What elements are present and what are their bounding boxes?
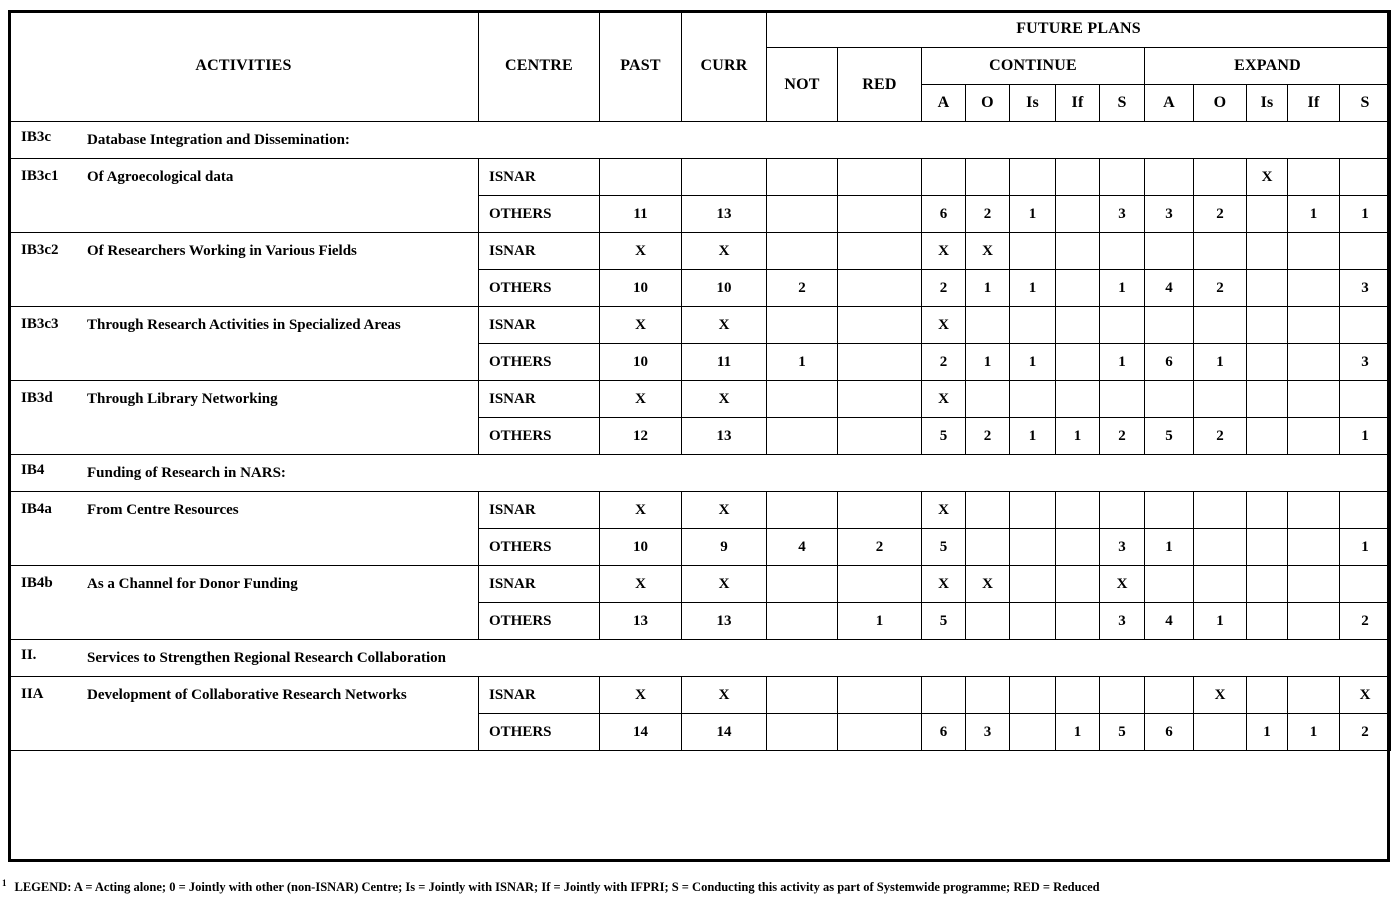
value-cell: 1 xyxy=(1340,196,1391,233)
centre-cell: ISNAR xyxy=(479,159,600,196)
table-row xyxy=(9,381,1391,418)
value-cell xyxy=(1340,492,1391,529)
value-cell xyxy=(1100,381,1145,418)
value-cell: 2 xyxy=(1340,714,1391,751)
activity-title: As a Channel for Donor Funding xyxy=(87,576,298,592)
value-cell: 2 xyxy=(767,270,838,307)
activity-code: IB4b xyxy=(21,575,53,591)
activity-title: Development of Collaborative Research Networks xyxy=(87,687,407,703)
value-cell xyxy=(1056,529,1100,566)
value-cell xyxy=(1145,307,1194,344)
value-cell xyxy=(1247,196,1288,233)
value-cell xyxy=(1056,492,1100,529)
value-cell xyxy=(767,492,838,529)
value-cell xyxy=(1010,566,1056,603)
value-cell: 5 xyxy=(1145,418,1194,455)
value-cell: X xyxy=(600,233,682,270)
section-heading xyxy=(9,640,1391,677)
header-expand-o: O xyxy=(1194,85,1247,122)
activity-cell xyxy=(9,307,479,381)
value-cell xyxy=(767,714,838,751)
value-cell xyxy=(966,159,1010,196)
value-cell xyxy=(966,529,1010,566)
section-heading xyxy=(9,455,1391,492)
value-cell xyxy=(1247,603,1288,640)
activity-cell xyxy=(9,159,479,233)
value-cell xyxy=(1056,233,1100,270)
value-cell xyxy=(838,196,922,233)
value-cell: 13 xyxy=(682,603,767,640)
value-cell xyxy=(1288,270,1340,307)
value-cell xyxy=(1010,307,1056,344)
value-cell xyxy=(767,566,838,603)
centre-cell: ISNAR xyxy=(479,307,600,344)
value-cell xyxy=(1056,603,1100,640)
section-row xyxy=(9,640,1391,677)
value-cell: X xyxy=(922,307,966,344)
value-cell xyxy=(1145,233,1194,270)
table-row xyxy=(9,233,1391,270)
value-cell: 2 xyxy=(1194,270,1247,307)
value-cell xyxy=(1100,233,1145,270)
legend-text: LEGEND: A = Acting alone; 0 = Jointly with other (non-ISNAR) Centre; Is = Jointly with ISNAR; If = Jointly with IFPRI; S = Conducting this activity as part of Systemwide programme; RED = Reduced xyxy=(14,880,1100,895)
value-cell xyxy=(600,159,682,196)
value-cell: 1 xyxy=(1010,344,1056,381)
value-cell xyxy=(1194,529,1247,566)
value-cell: X xyxy=(600,381,682,418)
value-cell xyxy=(838,714,922,751)
value-cell: X xyxy=(966,233,1010,270)
header-expand-is: Is xyxy=(1247,85,1288,122)
value-cell: 1 xyxy=(1100,344,1145,381)
value-cell: 1 xyxy=(1194,603,1247,640)
activity-title: Through Research Activities in Specialized Areas xyxy=(87,317,401,333)
value-cell xyxy=(966,677,1010,714)
value-cell xyxy=(1194,159,1247,196)
value-cell xyxy=(838,344,922,381)
value-cell: 1 xyxy=(1100,270,1145,307)
value-cell xyxy=(1010,714,1056,751)
value-cell: X xyxy=(1194,677,1247,714)
value-cell xyxy=(1100,677,1145,714)
value-cell: X xyxy=(922,492,966,529)
centre-cell: ISNAR xyxy=(479,566,600,603)
value-cell: 14 xyxy=(682,714,767,751)
value-cell: 6 xyxy=(1145,344,1194,381)
value-cell: X xyxy=(1247,159,1288,196)
value-cell xyxy=(1247,418,1288,455)
value-cell xyxy=(838,492,922,529)
centre-cell: OTHERS xyxy=(479,196,600,233)
value-cell xyxy=(1100,159,1145,196)
header-expand-s: S xyxy=(1340,85,1391,122)
value-cell: 1 xyxy=(1194,344,1247,381)
centre-cell: OTHERS xyxy=(479,529,600,566)
section-row xyxy=(9,122,1391,159)
value-cell xyxy=(1056,677,1100,714)
value-cell: 3 xyxy=(1340,270,1391,307)
value-cell: 6 xyxy=(922,714,966,751)
value-cell xyxy=(682,159,767,196)
value-cell: 2 xyxy=(966,196,1010,233)
value-cell xyxy=(1010,677,1056,714)
value-cell xyxy=(966,307,1010,344)
table-row xyxy=(9,566,1391,603)
value-cell xyxy=(1010,233,1056,270)
section-code: IB4 xyxy=(21,462,45,478)
value-cell: 4 xyxy=(1145,270,1194,307)
value-cell: 2 xyxy=(1194,196,1247,233)
value-cell xyxy=(1056,159,1100,196)
value-cell xyxy=(922,677,966,714)
value-cell xyxy=(1288,492,1340,529)
value-cell xyxy=(767,233,838,270)
value-cell: 1 xyxy=(1056,418,1100,455)
value-cell xyxy=(1145,159,1194,196)
value-cell: X xyxy=(922,566,966,603)
table-row xyxy=(9,307,1391,344)
value-cell xyxy=(966,603,1010,640)
centre-cell: ISNAR xyxy=(479,381,600,418)
centre-cell: ISNAR xyxy=(479,677,600,714)
centre-cell: OTHERS xyxy=(479,603,600,640)
section-code: II. xyxy=(21,647,37,663)
value-cell: 5 xyxy=(1100,714,1145,751)
centre-cell: ISNAR xyxy=(479,492,600,529)
legend xyxy=(2,874,1398,897)
value-cell: 2 xyxy=(922,344,966,381)
value-cell: 1 xyxy=(1340,529,1391,566)
value-cell xyxy=(838,159,922,196)
value-cell xyxy=(1010,381,1056,418)
value-cell: 1 xyxy=(767,344,838,381)
value-cell: 1 xyxy=(1010,418,1056,455)
value-cell: 10 xyxy=(600,344,682,381)
value-cell xyxy=(838,677,922,714)
value-cell xyxy=(1056,196,1100,233)
value-cell xyxy=(1145,677,1194,714)
value-cell xyxy=(767,159,838,196)
header-not: NOT xyxy=(767,48,838,122)
value-cell: 1 xyxy=(1010,196,1056,233)
value-cell: 2 xyxy=(838,529,922,566)
value-cell xyxy=(1288,159,1340,196)
value-cell: 3 xyxy=(1145,196,1194,233)
value-cell: 2 xyxy=(1194,418,1247,455)
header-expand: EXPAND xyxy=(1145,48,1391,85)
activity-cell xyxy=(9,677,479,751)
value-cell: 3 xyxy=(1100,603,1145,640)
value-cell xyxy=(1056,344,1100,381)
header-red: RED xyxy=(838,48,922,122)
value-cell: 1 xyxy=(1010,270,1056,307)
value-cell xyxy=(1288,344,1340,381)
table-row xyxy=(9,492,1391,529)
section-code: IB3c xyxy=(21,129,51,145)
activity-code: IB3c1 xyxy=(21,168,59,184)
value-cell xyxy=(1340,233,1391,270)
value-cell xyxy=(1288,529,1340,566)
value-cell: 3 xyxy=(1100,196,1145,233)
value-cell: X xyxy=(966,566,1010,603)
centre-cell: ISNAR xyxy=(479,233,600,270)
activity-code: IIA xyxy=(21,686,44,702)
value-cell: 1 xyxy=(838,603,922,640)
value-cell xyxy=(1010,603,1056,640)
activity-cell xyxy=(9,492,479,566)
value-cell xyxy=(1340,159,1391,196)
value-cell xyxy=(1247,566,1288,603)
section-heading xyxy=(9,122,1391,159)
value-cell xyxy=(1340,566,1391,603)
value-cell xyxy=(767,381,838,418)
value-cell xyxy=(966,381,1010,418)
value-cell xyxy=(1010,492,1056,529)
value-cell: 2 xyxy=(1100,418,1145,455)
activity-title: Through Library Networking xyxy=(87,391,278,407)
section-row xyxy=(9,455,1391,492)
value-cell xyxy=(1194,566,1247,603)
value-cell: 10 xyxy=(682,270,767,307)
value-cell xyxy=(1010,159,1056,196)
activity-title: Of Researchers Working in Various Fields xyxy=(87,243,357,259)
section-title: Funding of Research in NARS: xyxy=(87,465,286,481)
value-cell: 3 xyxy=(1340,344,1391,381)
value-cell xyxy=(838,233,922,270)
value-cell xyxy=(1247,381,1288,418)
activity-code: IB3c3 xyxy=(21,316,59,332)
value-cell xyxy=(767,677,838,714)
value-cell: 1 xyxy=(1145,529,1194,566)
header-past: PAST xyxy=(600,11,682,122)
value-cell: 14 xyxy=(600,714,682,751)
value-cell xyxy=(1247,233,1288,270)
activity-cell xyxy=(9,566,479,640)
value-cell xyxy=(1288,381,1340,418)
value-cell: X xyxy=(600,492,682,529)
value-cell xyxy=(1288,603,1340,640)
value-cell xyxy=(1056,307,1100,344)
value-cell: 5 xyxy=(922,418,966,455)
value-cell xyxy=(966,492,1010,529)
value-cell xyxy=(1288,566,1340,603)
value-cell: 1 xyxy=(1056,714,1100,751)
value-cell xyxy=(1194,714,1247,751)
activity-code: IB4a xyxy=(21,501,52,517)
value-cell xyxy=(922,159,966,196)
value-cell xyxy=(1194,233,1247,270)
value-cell xyxy=(1056,566,1100,603)
value-cell xyxy=(1340,381,1391,418)
value-cell xyxy=(1194,381,1247,418)
value-cell xyxy=(1056,381,1100,418)
value-cell xyxy=(1145,381,1194,418)
value-cell xyxy=(1145,566,1194,603)
value-cell: 13 xyxy=(682,418,767,455)
value-cell: 2 xyxy=(1340,603,1391,640)
centre-cell: OTHERS xyxy=(479,418,600,455)
value-cell: 9 xyxy=(682,529,767,566)
value-cell: 1 xyxy=(966,270,1010,307)
header-continue-a: A xyxy=(922,85,966,122)
value-cell xyxy=(1247,307,1288,344)
centre-cell: OTHERS xyxy=(479,714,600,751)
value-cell: 10 xyxy=(600,270,682,307)
value-cell xyxy=(767,196,838,233)
value-cell: X xyxy=(600,677,682,714)
value-cell: X xyxy=(682,677,767,714)
header-expand-a: A xyxy=(1145,85,1194,122)
value-cell xyxy=(1010,529,1056,566)
activity-title: Of Agroecological data xyxy=(87,169,234,185)
value-cell: 13 xyxy=(682,196,767,233)
value-cell: X xyxy=(600,307,682,344)
value-cell: 1 xyxy=(966,344,1010,381)
value-cell xyxy=(838,381,922,418)
value-cell xyxy=(838,566,922,603)
value-cell: 4 xyxy=(1145,603,1194,640)
value-cell: 2 xyxy=(966,418,1010,455)
value-cell: X xyxy=(1340,677,1391,714)
activity-code: IB3d xyxy=(21,390,53,406)
value-cell xyxy=(838,270,922,307)
activity-cell xyxy=(9,381,479,455)
header-continue-is: Is xyxy=(1010,85,1056,122)
section-title: Database Integration and Dissemination: xyxy=(87,132,350,148)
value-cell: 5 xyxy=(922,603,966,640)
value-cell xyxy=(838,307,922,344)
activities-table xyxy=(8,10,1391,751)
value-cell xyxy=(1288,307,1340,344)
value-cell xyxy=(1100,307,1145,344)
value-cell: 3 xyxy=(966,714,1010,751)
table-row xyxy=(9,677,1391,714)
centre-cell: OTHERS xyxy=(479,344,600,381)
value-cell xyxy=(1100,492,1145,529)
value-cell xyxy=(1145,492,1194,529)
value-cell: 3 xyxy=(1100,529,1145,566)
value-cell xyxy=(1194,492,1247,529)
value-cell: 1 xyxy=(1288,714,1340,751)
activity-cell xyxy=(9,233,479,307)
value-cell xyxy=(1056,270,1100,307)
value-cell: X xyxy=(682,492,767,529)
value-cell xyxy=(1340,307,1391,344)
value-cell xyxy=(767,418,838,455)
value-cell: 11 xyxy=(600,196,682,233)
header-continue-s: S xyxy=(1100,85,1145,122)
value-cell: 6 xyxy=(922,196,966,233)
value-cell: X xyxy=(682,566,767,603)
header-continue-if: If xyxy=(1056,85,1100,122)
value-cell: 4 xyxy=(767,529,838,566)
value-cell xyxy=(1247,270,1288,307)
value-cell: 10 xyxy=(600,529,682,566)
value-cell: 2 xyxy=(922,270,966,307)
value-cell xyxy=(1288,677,1340,714)
section-title: Services to Strengthen Regional Research Collaboration xyxy=(87,650,446,666)
header-centre: CENTRE xyxy=(479,11,600,122)
value-cell xyxy=(1288,233,1340,270)
header-continue-o: O xyxy=(966,85,1010,122)
value-cell: 13 xyxy=(600,603,682,640)
value-cell xyxy=(1288,418,1340,455)
value-cell: X xyxy=(1100,566,1145,603)
activity-title: From Centre Resources xyxy=(87,502,239,518)
activity-code: IB3c2 xyxy=(21,242,59,258)
value-cell: X xyxy=(600,566,682,603)
value-cell: X xyxy=(682,381,767,418)
value-cell xyxy=(1247,492,1288,529)
table-row xyxy=(9,159,1391,196)
value-cell: 11 xyxy=(682,344,767,381)
header-future-plans: FUTURE PLANS xyxy=(767,11,1391,48)
value-cell xyxy=(1247,344,1288,381)
value-cell xyxy=(838,418,922,455)
header-expand-if: If xyxy=(1288,85,1340,122)
value-cell: X xyxy=(922,381,966,418)
value-cell: 12 xyxy=(600,418,682,455)
header-continue: CONTINUE xyxy=(922,48,1145,85)
value-cell: 1 xyxy=(1288,196,1340,233)
value-cell: X xyxy=(922,233,966,270)
centre-cell: OTHERS xyxy=(479,270,600,307)
value-cell: X xyxy=(682,307,767,344)
header-curr: CURR xyxy=(682,11,767,122)
value-cell: 5 xyxy=(922,529,966,566)
value-cell: 1 xyxy=(1340,418,1391,455)
value-cell: X xyxy=(682,233,767,270)
value-cell xyxy=(1247,677,1288,714)
value-cell xyxy=(1247,529,1288,566)
header-activities: ACTIVITIES xyxy=(9,11,479,122)
value-cell xyxy=(767,307,838,344)
value-cell: 6 xyxy=(1145,714,1194,751)
value-cell xyxy=(767,603,838,640)
legend-marker: 1 xyxy=(2,878,7,888)
value-cell xyxy=(1194,307,1247,344)
value-cell: 1 xyxy=(1247,714,1288,751)
